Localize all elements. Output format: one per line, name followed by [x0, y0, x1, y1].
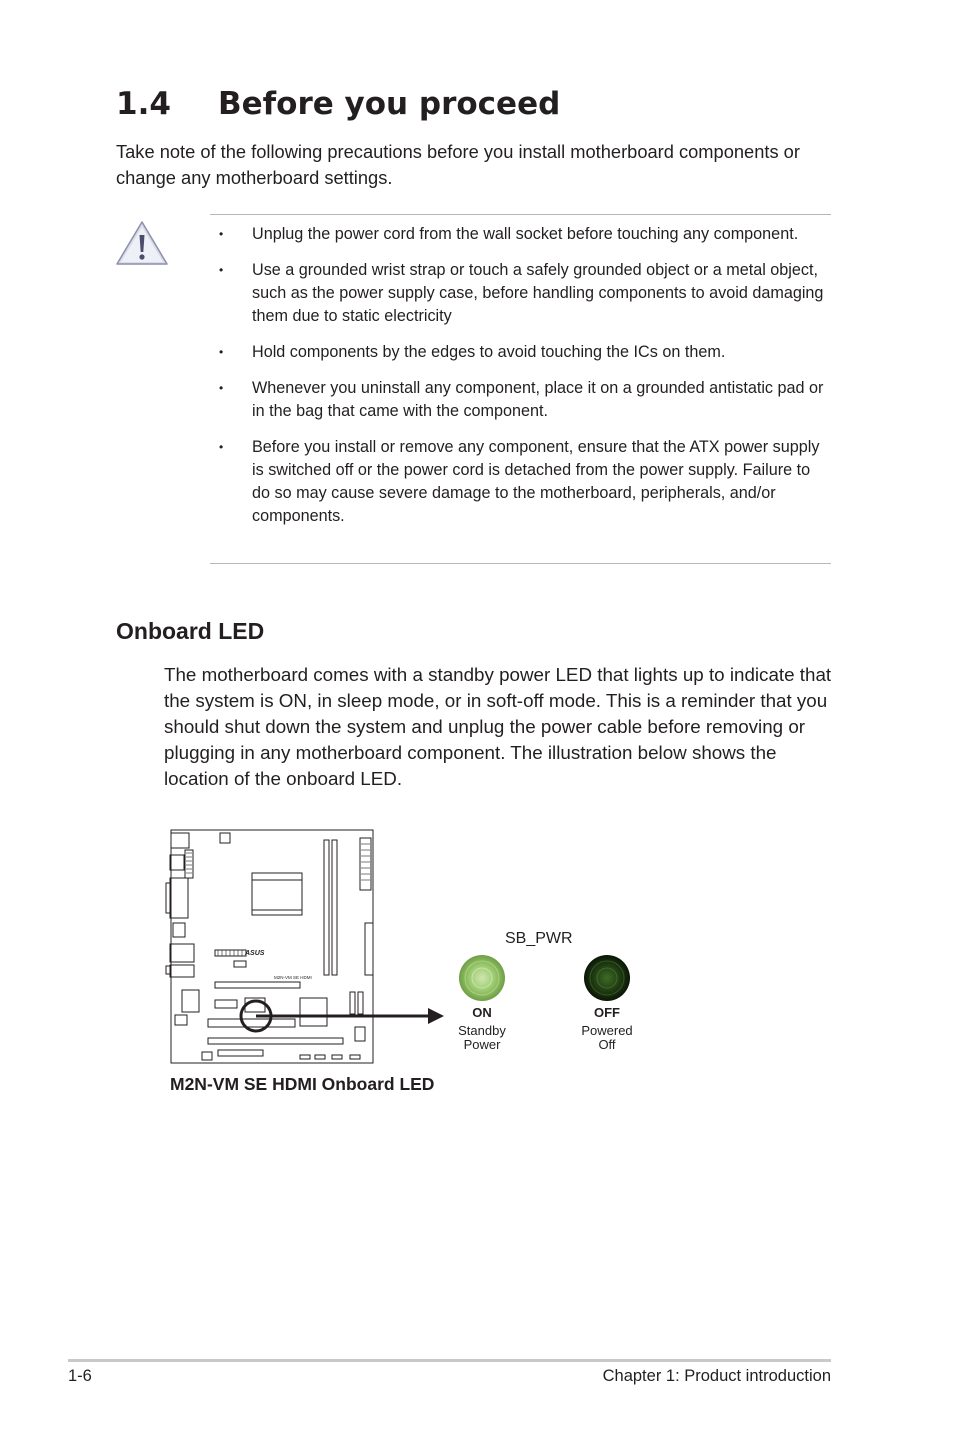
off-state-label: OFF: [594, 1005, 620, 1020]
figure-caption: M2N-VM SE HDMI Onboard LED: [170, 1074, 435, 1094]
bullet-icon: •: [219, 263, 224, 277]
section-number: 1.4: [116, 86, 171, 122]
onboard-led-paragraph: The motherboard comes with a standby power LED that lights up to indicate that the system is ON, in sleep mode, or in soft-off mode. This is a reminder that you should shut down the system and unplug the power cable before removing or plugging in any motherboard component. The illustration below shows the location of the onboard LED.: [164, 664, 832, 789]
bullet-icon: •: [219, 345, 224, 359]
on-state-label: ON: [472, 1005, 492, 1020]
caution-box: [210, 214, 831, 564]
caution-text: Before you install or remove any component, ensure that the ATX power supply is switched off or the power cord is detached from the power supply. Failure to do so may cause severe damage to the motherboard, peripherals, and/or components.: [252, 438, 820, 525]
footer-rule: [68, 1359, 831, 1362]
on-state-desc-1: Standby: [458, 1023, 506, 1038]
led-off-icon: [584, 955, 630, 1001]
warning-triangle-icon: [115, 219, 169, 267]
off-state-desc-2: Off: [598, 1037, 616, 1052]
off-state-desc-1: Powered: [581, 1023, 633, 1038]
onboard-led-figure: [160, 820, 660, 1105]
caution-list: [210, 223, 831, 541]
caution-item: [210, 377, 831, 423]
motherboard-diagram: [160, 820, 660, 1105]
caution-item: [210, 259, 831, 328]
caution-item: [210, 436, 831, 528]
board-model-print: M2N-VM SE HDMI: [274, 975, 312, 980]
on-state-desc-2: Power: [463, 1037, 501, 1052]
caution-item: [210, 341, 831, 364]
led-label: SB_PWR: [505, 930, 573, 947]
section-title-text: Before you proceed: [218, 86, 561, 122]
onboard-led-title: Onboard LED: [116, 618, 265, 644]
caution-text: Whenever you uninstall any component, place it on a grounded antistatic pad or in the bag that came with the component.: [252, 379, 824, 420]
bullet-icon: •: [219, 440, 224, 454]
page-number: 1-6: [68, 1367, 92, 1385]
bullet-icon: •: [219, 381, 224, 395]
led-on-icon: [459, 955, 505, 1001]
bullet-icon: •: [219, 227, 224, 241]
caution-item: [210, 223, 831, 246]
board-logo: ASUS: [245, 950, 265, 957]
caution-text: Hold components by the edges to avoid touching the ICs on them.: [252, 343, 726, 361]
intro-paragraph: Take note of the following precautions before you install motherboard components or change any motherboard settings.: [116, 141, 800, 188]
caution-text: Unplug the power cord from the wall socket before touching any component.: [252, 225, 799, 243]
chapter-title: Chapter 1: Product introduction: [602, 1367, 831, 1385]
section-title: [116, 86, 560, 122]
caution-text: Use a grounded wrist strap or touch a safely grounded object or a metal object, such as the power supply case, before handling components to avoid damaging them due to static electricity: [252, 261, 824, 325]
